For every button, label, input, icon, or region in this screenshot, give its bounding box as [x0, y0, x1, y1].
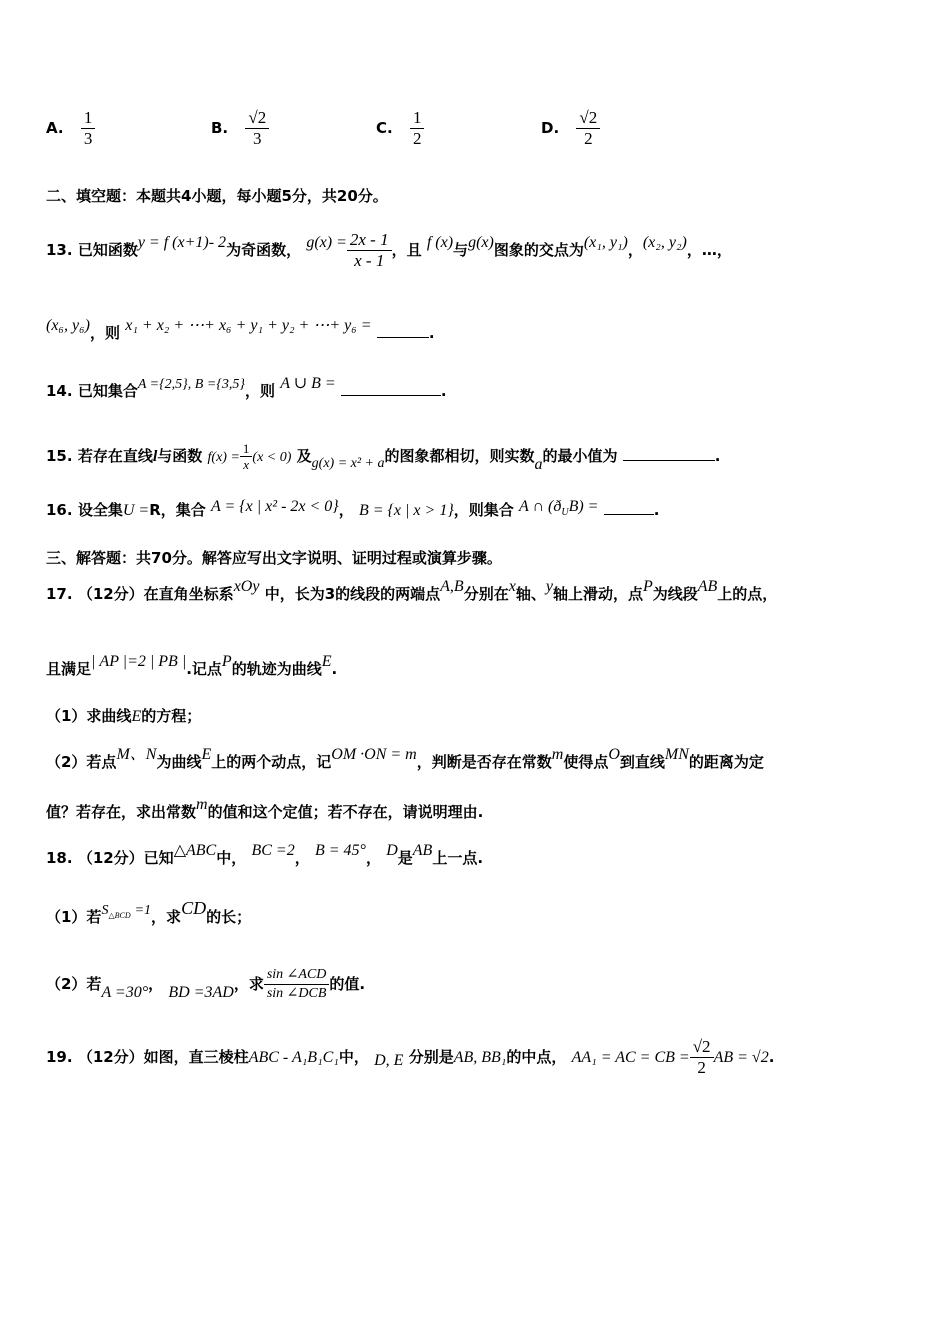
q18-number: 18.: [46, 849, 73, 867]
q17-m-2: m: [196, 796, 208, 813]
q19-de: D, E: [374, 1052, 404, 1069]
q15-f-lhs: f(x) =: [207, 450, 240, 465]
q15-number: 15.: [46, 447, 73, 465]
q18-bd: BD =3AD: [168, 984, 234, 1001]
q13-number: 13.: [46, 241, 73, 259]
option-d-letter: D.: [541, 119, 560, 137]
q18-d: D: [386, 842, 398, 859]
q15-end: .: [714, 447, 721, 465]
q18-sin-fraction: $\frac{\text{sin ∠ACD}}{\text{sin ∠DCB}}$: [264, 966, 330, 1003]
q14-end: .: [440, 382, 447, 400]
option-d: [541, 108, 600, 149]
question-15: [46, 441, 720, 472]
q17-p2-text: ，判断是否存在常数: [416, 753, 552, 771]
q17-e: E: [321, 653, 332, 670]
question-14: [46, 375, 447, 403]
q19-text: 分别是: [408, 1048, 454, 1066]
question-18-part2: [46, 966, 365, 1003]
q19-text: 中，: [338, 1048, 369, 1066]
question-17-line2: [46, 653, 338, 680]
q16-number: 16.: [46, 501, 73, 519]
q17-text: .记点: [186, 660, 222, 678]
question-16: [46, 500, 659, 527]
q17-o: O: [608, 746, 620, 763]
q17-m: m: [551, 746, 564, 763]
question-17-part1: [46, 706, 201, 727]
question-19: [46, 1037, 774, 1078]
q15-g: g(x) = x² + a: [311, 456, 385, 471]
q17-text: 为线段: [652, 585, 698, 603]
q17-p2-text: 的距离为定: [688, 753, 764, 771]
q19-fraction: $\frac{√2}{2}$: [690, 1037, 714, 1078]
option-d-fraction: $\frac{√2}{2}$: [576, 108, 600, 149]
q14-text: 已知集合: [77, 382, 138, 400]
q15-text: 及: [296, 447, 312, 465]
q18-p2-text: ，求: [233, 975, 264, 993]
q15-answer-blank[interactable]: [623, 446, 715, 461]
q14-expr: A ∪ B =: [280, 375, 336, 392]
q18-p1-text: （1）若: [46, 908, 102, 926]
option-b: [211, 108, 269, 149]
q18-cd: CD: [181, 898, 207, 918]
q16-text: ，: [338, 501, 354, 519]
q19-prism: ABC - A₁B₁C₁: [248, 1049, 339, 1066]
q13-sep: ，: [627, 241, 643, 259]
question-18: [46, 842, 484, 869]
q17-text: 分别在: [463, 585, 509, 603]
q18-text: 中，: [216, 849, 247, 867]
q13-text: ，…，: [686, 241, 732, 259]
q18-text: 上一点.: [432, 849, 484, 867]
section-2-title: 二、填空题：本题共4小题，每小题5分，共20分。: [46, 187, 388, 205]
q16-text: ，则集合: [453, 501, 514, 519]
q13-text: 图象的交点为: [493, 241, 584, 259]
q18-p2-text: ，: [148, 975, 164, 993]
q18-p1-text: ，求: [151, 908, 182, 926]
q13-f1: y = f (x+1)- 2: [137, 234, 227, 251]
q16-set-a: A = {x | x² - 2x < 0}: [211, 498, 339, 515]
q18-ab: AB: [412, 842, 433, 859]
q17-p2-text: 为曲线: [156, 753, 202, 771]
q18-area-s: S: [101, 903, 109, 918]
q17-text: 的轨迹为曲线: [231, 660, 322, 678]
q17-p2-text: 的值和这个定值；若不存在，请说明理由.: [207, 803, 484, 821]
q19-text: （12分）如图，直三棱柱: [77, 1048, 249, 1066]
q17-p1-text: （1）求曲线: [46, 707, 132, 725]
q17-text: 且满足: [46, 660, 92, 678]
q15-f-cond: (x < 0): [252, 450, 292, 465]
q14-answer-blank[interactable]: [341, 381, 441, 396]
q13-answer-blank[interactable]: [377, 323, 429, 338]
q15-l: l: [152, 448, 158, 465]
q13-g-lhs: g(x) =: [306, 234, 347, 251]
q16-answer-blank[interactable]: [604, 500, 654, 515]
q13-point-6: (x₆, y₆): [46, 317, 90, 334]
q16-expr-2: B) =: [568, 498, 599, 515]
q18-bc: BC =2: [251, 842, 295, 859]
q13-sum-expr: x₁ + x₂ + ⋯+ x₆ + y₁ + y₂ + ⋯+ y₆ =: [125, 317, 372, 334]
question-13-line1: [46, 230, 732, 271]
q14-number: 14.: [46, 382, 73, 400]
q17-ab-2: AB: [697, 578, 718, 595]
q17-p2-e: E: [201, 746, 212, 763]
q17-text: 上的点，: [717, 585, 778, 603]
q13-point-2: (x₂, y₂): [642, 234, 687, 251]
q15-text: 与函数: [157, 447, 203, 465]
option-c: [376, 108, 424, 149]
q16-u: U =: [122, 502, 150, 519]
q19-segments: AB, BB₁: [453, 1049, 507, 1066]
q16-text: 设全集: [77, 501, 123, 519]
q14-sets: A ={2,5}, B ={3,5}: [137, 377, 245, 392]
q17-ab: A,B: [440, 578, 464, 595]
q17-text: 轴上滑动，点: [552, 585, 643, 603]
q17-p1-text: 的方程；: [141, 707, 202, 725]
question-17-part2-line1: [46, 746, 764, 773]
question-18-part1: [46, 898, 252, 934]
q13-end: .: [428, 324, 435, 342]
q17-number: 17.: [46, 585, 73, 603]
q17-y: y: [545, 578, 553, 595]
q17-p2-text: 到直线: [619, 753, 665, 771]
q17-text: 中，长为3的线段的两端点: [264, 585, 441, 603]
q13-g-fraction: $\frac{2x - 1}{x - 1}$: [347, 230, 392, 271]
q17-mn: M、N: [116, 746, 157, 763]
q19-eq-1: AA₁ = AC = CB =: [571, 1049, 690, 1066]
q13-text: 与: [453, 241, 469, 259]
q13-point-1: (x₁, y₁): [583, 234, 628, 251]
q18-text: ，: [294, 849, 310, 867]
q17-p2-text: （2）若点: [46, 753, 117, 771]
q19-end: .: [768, 1048, 775, 1066]
q17-dot-product: OM ·ON = m: [331, 746, 417, 763]
q13-fx: f (x): [426, 234, 454, 251]
q15-text: 若存在直线: [77, 447, 153, 465]
q18-text: ，: [365, 849, 381, 867]
q19-eq-2: AB = √2: [713, 1049, 769, 1066]
q16-r: R: [149, 501, 161, 519]
q19-text: 的中点，: [506, 1048, 567, 1066]
q16-end: .: [653, 501, 660, 519]
q13-text: 已知函数: [77, 241, 138, 259]
q15-a: a: [534, 456, 543, 473]
option-a: [46, 108, 95, 149]
q18-area-sub: △BCD: [108, 911, 131, 921]
q17-p1-e: E: [131, 708, 142, 725]
q19-number: 19.: [46, 1048, 73, 1066]
q17-x: x: [508, 578, 516, 595]
q18-text: （12分）已知: [77, 849, 174, 867]
q13-text: ，且: [391, 241, 422, 259]
q17-condition: | AP |=2 | PB |: [91, 653, 187, 670]
q17-mn-2: MN: [664, 746, 689, 763]
q17-text: 轴、: [515, 585, 546, 603]
option-c-fraction: $\frac{1}{2}$: [410, 108, 425, 149]
q18-text: 是: [397, 849, 413, 867]
q18-p1-text: 的长；: [206, 908, 252, 926]
q18-angle-b: B = 45°: [314, 842, 366, 859]
option-b-letter: B.: [211, 119, 229, 137]
option-c-letter: C.: [376, 119, 393, 137]
question-17-line1: [46, 578, 778, 605]
q17-p-2: P: [221, 653, 232, 670]
q15-text: 的最小值为: [542, 447, 618, 465]
section-3-title: 三、解答题：共70分。解答应写出文字说明、证明过程或演算步骤。: [46, 549, 502, 567]
q18-p2-text: （2）若: [46, 975, 102, 993]
q15-text: 的图象都相切，则实数: [384, 447, 535, 465]
q18-triangle: △ABC: [173, 842, 217, 859]
question-13-line2: [46, 317, 435, 344]
q18-p2-text: 的值.: [329, 975, 366, 993]
q16-set-b: B = {x | x > 1}: [358, 502, 454, 519]
q16-expr-sub: U: [561, 507, 569, 519]
q18-area-eq: =1: [134, 903, 152, 918]
question-17-part2-line2: [46, 796, 484, 823]
q13-text: 为奇函数，: [226, 241, 302, 259]
q13-text: ，则: [89, 324, 120, 342]
option-a-fraction: $\frac{1}{3}$: [81, 108, 96, 149]
q17-p: P: [642, 578, 653, 595]
q17-p2-text: 使得点: [563, 753, 609, 771]
q16-expr: [518, 498, 599, 519]
q17-text: （12分）在直角坐标系: [77, 585, 234, 603]
q17-text: .: [331, 660, 338, 678]
q17-xoy: xOy: [233, 578, 260, 595]
q17-p2-text: 上的两个动点，记: [211, 753, 332, 771]
q16-expr-1: A ∩ (ð: [518, 498, 562, 515]
q17-p2-text: 值？若存在，求出常数: [46, 803, 197, 821]
q18-area: [101, 901, 152, 921]
q13-gx: g(x): [468, 234, 494, 251]
q14-text: ，则: [244, 382, 275, 400]
q15-f-fraction: $\frac{1}{x}$: [240, 441, 253, 472]
option-b-fraction: $\frac{√2}{3}$: [245, 108, 269, 149]
q16-text: ，集合: [160, 501, 206, 519]
q18-angle-a: A =30°: [101, 984, 149, 1001]
option-a-letter: A.: [46, 119, 64, 137]
